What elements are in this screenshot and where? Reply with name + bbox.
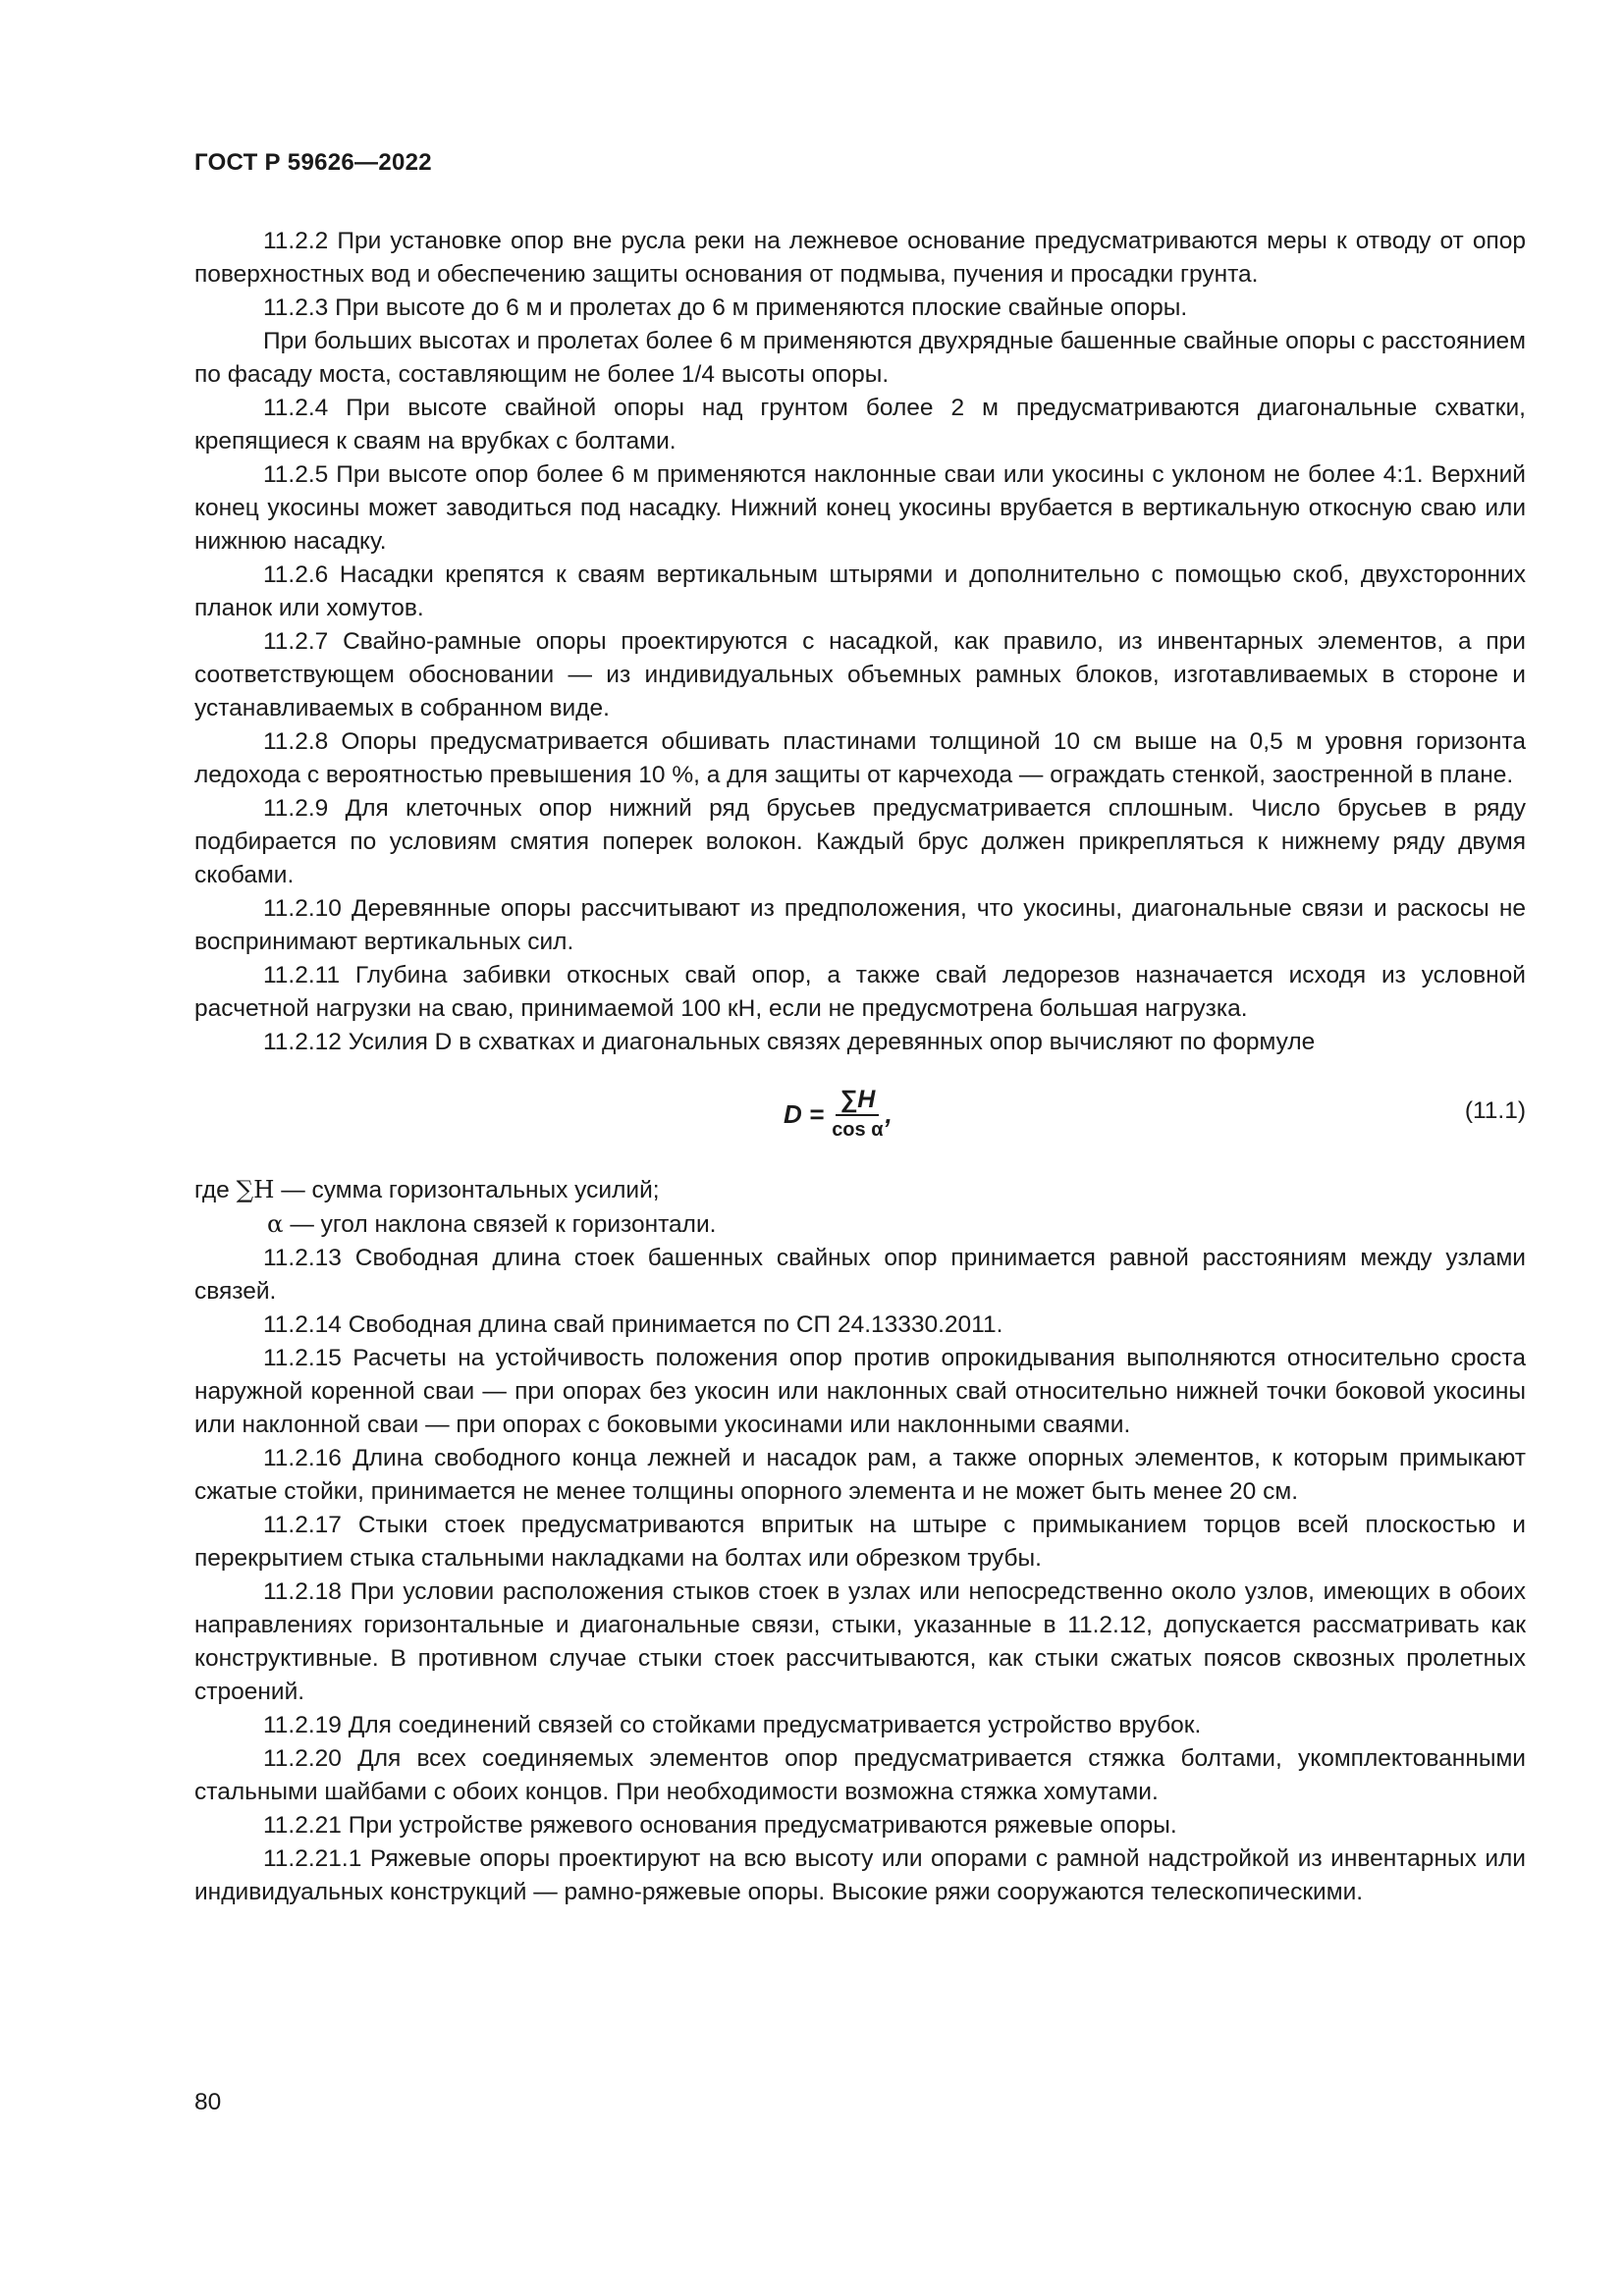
- formula-11-1: [784, 1085, 893, 1144]
- page-number: 80: [194, 2089, 222, 2115]
- formula-denominator: cos α: [832, 1119, 884, 1141]
- where-line-sum-h: [194, 1173, 1526, 1207]
- where-text-sum-h: — сумма горизонтальных усилий;: [274, 1177, 660, 1203]
- paragraph-11-2-14: 11.2.14 Свободная длина свай принимается по СП 24.13330.2011.: [263, 1311, 1003, 1338]
- where-symbol-alpha: α: [267, 1209, 284, 1238]
- paragraph-11-2-18: 11.2.18 При условии расположения стыков стоек в узлах или непосредственно около узлов, имеющих в обоих направлениях горизонтальные и диагональные связи, стыки, указанные в 11.2.12, допускается рассматривать как конструктивные. В противном случае стыки стоек рассчитываются, как стыки сжатых поясов сквозных пролетных строений.: [194, 1578, 1526, 1705]
- paragraph-11-2-16: 11.2.16 Длина свободного конца лежней и насадок рам, а также опорных элементов, к которым примыкают сжатые стойки, принимается не менее толщины опорного элемента и не может быть менее 20 см.: [194, 1445, 1526, 1505]
- where-line-alpha: [194, 1207, 1526, 1242]
- document-body: [194, 225, 1526, 1909]
- formula-fraction: [832, 1085, 883, 1144]
- paragraph-11-2-8: 11.2.8 Опоры предусматривается обшивать пластинами толщиной 10 см выше на 0,5 м уровня горизонта ледохода с вероятностью превышения 10 %, а для защиты от карчехода — ограждать стенкой, заостренной в плане.: [194, 728, 1526, 788]
- paragraph-11-2-2: 11.2.2 При установке опор вне русла реки на лежневое основание предусматриваются меры к отводу от опор поверхностных вод и обеспечению защиты основания от подмыва, пучения и просадки грунта.: [194, 228, 1526, 288]
- paragraph-11-2-6: 11.2.6 Насадки крепятся к сваям вертикальным штырями и дополнительно с помощью скоб, двухсторонних планок или хомутов.: [194, 561, 1526, 621]
- where-symbol-sum-h: ∑H: [236, 1175, 275, 1203]
- paragraph-11-2-12: 11.2.12 Усилия D в схватках и диагональных связях деревянных опор вычисляют по формуле: [263, 1029, 1316, 1055]
- paragraph-11-2-21-1: 11.2.21.1 Ряжевые опоры проектируют на всю высоту или опорами с рамной надстройкой из инвентарных или индивидуальных конструкций — рамно-ряжевые опоры. Высокие ряжи сооружаются телескопическими.: [194, 1845, 1526, 1905]
- formula-comma: ,: [885, 1099, 893, 1129]
- paragraph-11-2-3: 11.2.3 При высоте до 6 м и пролетах до 6 м применяются плоские свайные опоры.: [263, 294, 1188, 321]
- paragraph-11-2-20: 11.2.20 Для всех соединяемых элементов опор предусматривается стяжка болтами, укомплектованными стальными шайбами с обоих концов. При необходимости возможна стяжка хомутами.: [194, 1745, 1526, 1805]
- paragraph-11-2-21: 11.2.21 При устройстве ряжевого основания предусматриваются ряжевые опоры.: [263, 1812, 1177, 1839]
- paragraph-11-2-9: 11.2.9 Для клеточных опор нижний ряд брусьев предусматривается сплошным. Число брусьев в ряду подбирается по условиям смятия поперек волокон. Каждый брус должен прикрепляться к нижнему ряду двумя скобами.: [194, 795, 1526, 888]
- document-header: ГОСТ Р 59626—2022: [194, 149, 432, 176]
- equation-number: (11.1): [1464, 1097, 1526, 1124]
- paragraph-11-2-4: 11.2.4 При высоте свайной опоры над грунтом более 2 м предусматриваются диагональные схватки, крепящиеся к сваям на врубках с болтами.: [194, 395, 1526, 454]
- paragraph-11-2-11: 11.2.11 Глубина забивки откосных свай опор, а также свай ледорезов назначается исходя из условной расчетной нагрузки на сваю, принимаемой 100 кН, если не предусмотрена большая нагрузка.: [194, 962, 1526, 1022]
- paragraph-11-2-13: 11.2.13 Свободная длина стоек башенных свайных опор принимается равной расстояниям между узлами связей.: [194, 1245, 1526, 1305]
- paragraph-11-2-10: 11.2.10 Деревянные опоры рассчитывают из предположения, что укосины, диагональные связи и раскосы не воспринимают вертикальных сил.: [194, 895, 1526, 955]
- paragraph-11-2-3-continued: При больших высотах и пролетах более 6 м применяются двухрядные башенные свайные опоры с расстоянием по фасаду моста, составляющим не более 1/4 высоты опоры.: [194, 328, 1526, 388]
- formula-numerator: ∑H: [836, 1085, 879, 1116]
- paragraph-11-2-15: 11.2.15 Расчеты на устойчивость положения опор против опрокидывания выполняются относительно сроста наружной коренной сваи — при опорах без укосин или наклонных свай относительно нижней точки боковой укосины или наклонной сваи — при опорах с боковыми укосинами или наклонными сваями.: [194, 1345, 1526, 1438]
- paragraph-11-2-19: 11.2.19 Для соединений связей со стойками предусматривается устройство врубок.: [263, 1712, 1202, 1738]
- paragraph-11-2-5: 11.2.5 При высоте опор более 6 м применяются наклонные сваи или укосины с уклоном не более 4:1. Верхний конец укосины может заводиться под насадку. Нижний конец укосины врубается в вертикальную откосную сваю или нижнюю насадку.: [194, 461, 1526, 555]
- paragraph-11-2-17: 11.2.17 Стыки стоек предусматриваются впритык на штыре с примыканием торцов всей плоскостью и перекрытием стыка стальными накладками на болтах или обрезком трубы.: [194, 1512, 1526, 1572]
- where-prefix: где: [194, 1177, 237, 1203]
- formula-block: [194, 1059, 1526, 1173]
- where-text-alpha: — угол наклона связей к горизонтали.: [283, 1211, 717, 1238]
- paragraph-11-2-7: 11.2.7 Свайно-рамные опоры проектируются с насадкой, как правило, из инвентарных элементов, а при соответствующем обосновании — из индивидуальных объемных рамных блоков, изготавливаемых в стороне и устанавливаемых в собранном виде.: [194, 628, 1526, 721]
- formula-lhs: D =: [784, 1099, 825, 1129]
